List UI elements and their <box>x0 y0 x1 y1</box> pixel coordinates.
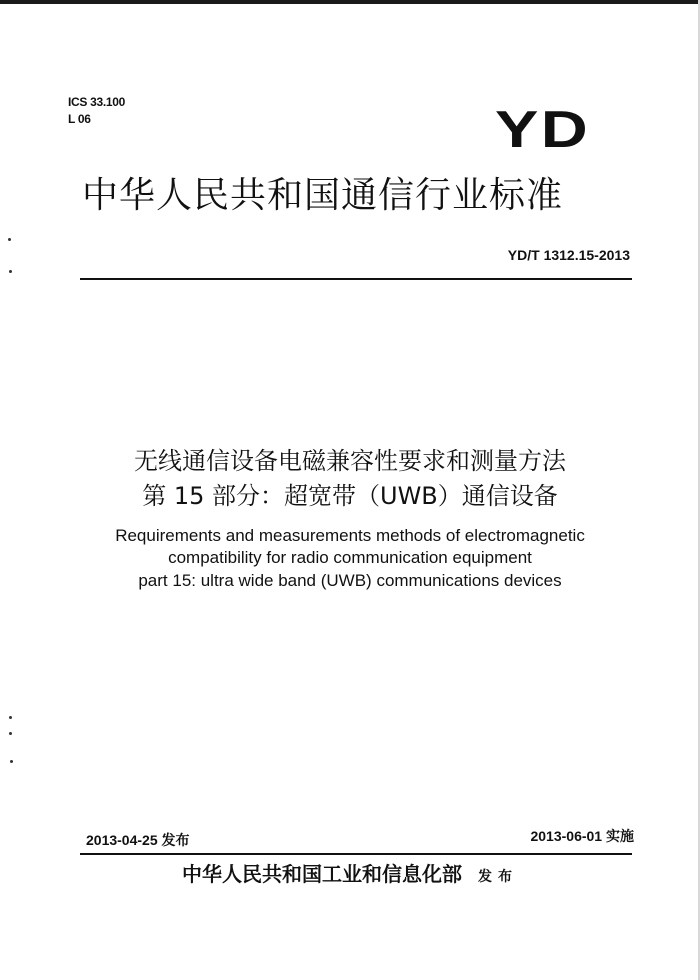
ics-code: ICS 33.100 <box>68 95 126 109</box>
footer-divider <box>80 853 632 855</box>
title-en-line-1: Requirements and measurements methods of electromagnetic <box>115 526 585 545</box>
classification-codes <box>68 94 125 128</box>
scan-speck <box>9 270 12 273</box>
yd-logo: YD <box>494 101 590 159</box>
scan-border-top <box>0 0 700 4</box>
publisher-name: 中华人民共和国工业和信息化部 <box>182 862 462 886</box>
title-en-line-3: part 15: ultra wide band (UWB) communications devices <box>138 571 562 590</box>
title-cn-line-2: 第 15 部分：超宽带（UWB）通信设备 <box>142 482 558 510</box>
publisher-issue-label: 发布 <box>478 869 518 885</box>
issue-date: 2013-04-25 发布 <box>86 832 190 848</box>
ccs-code: L 06 <box>68 112 91 126</box>
standard-authority-title: 中华人民共和国通信行业标准 <box>82 175 564 216</box>
title-cn-line-1: 无线通信设备电磁兼容性要求和测量方法 <box>134 447 566 475</box>
scan-speck <box>9 716 12 719</box>
implementation-date: 2013-06-01 实施 <box>530 828 634 844</box>
scan-speck <box>9 732 12 735</box>
standard-number: YD/T 1312.15-2013 <box>507 247 630 263</box>
scan-speck <box>10 760 13 763</box>
header-divider <box>80 278 632 280</box>
scan-speck <box>8 238 11 241</box>
title-en-line-2: compatibility for radio communication equipment <box>168 548 532 567</box>
publisher-line <box>0 860 700 891</box>
